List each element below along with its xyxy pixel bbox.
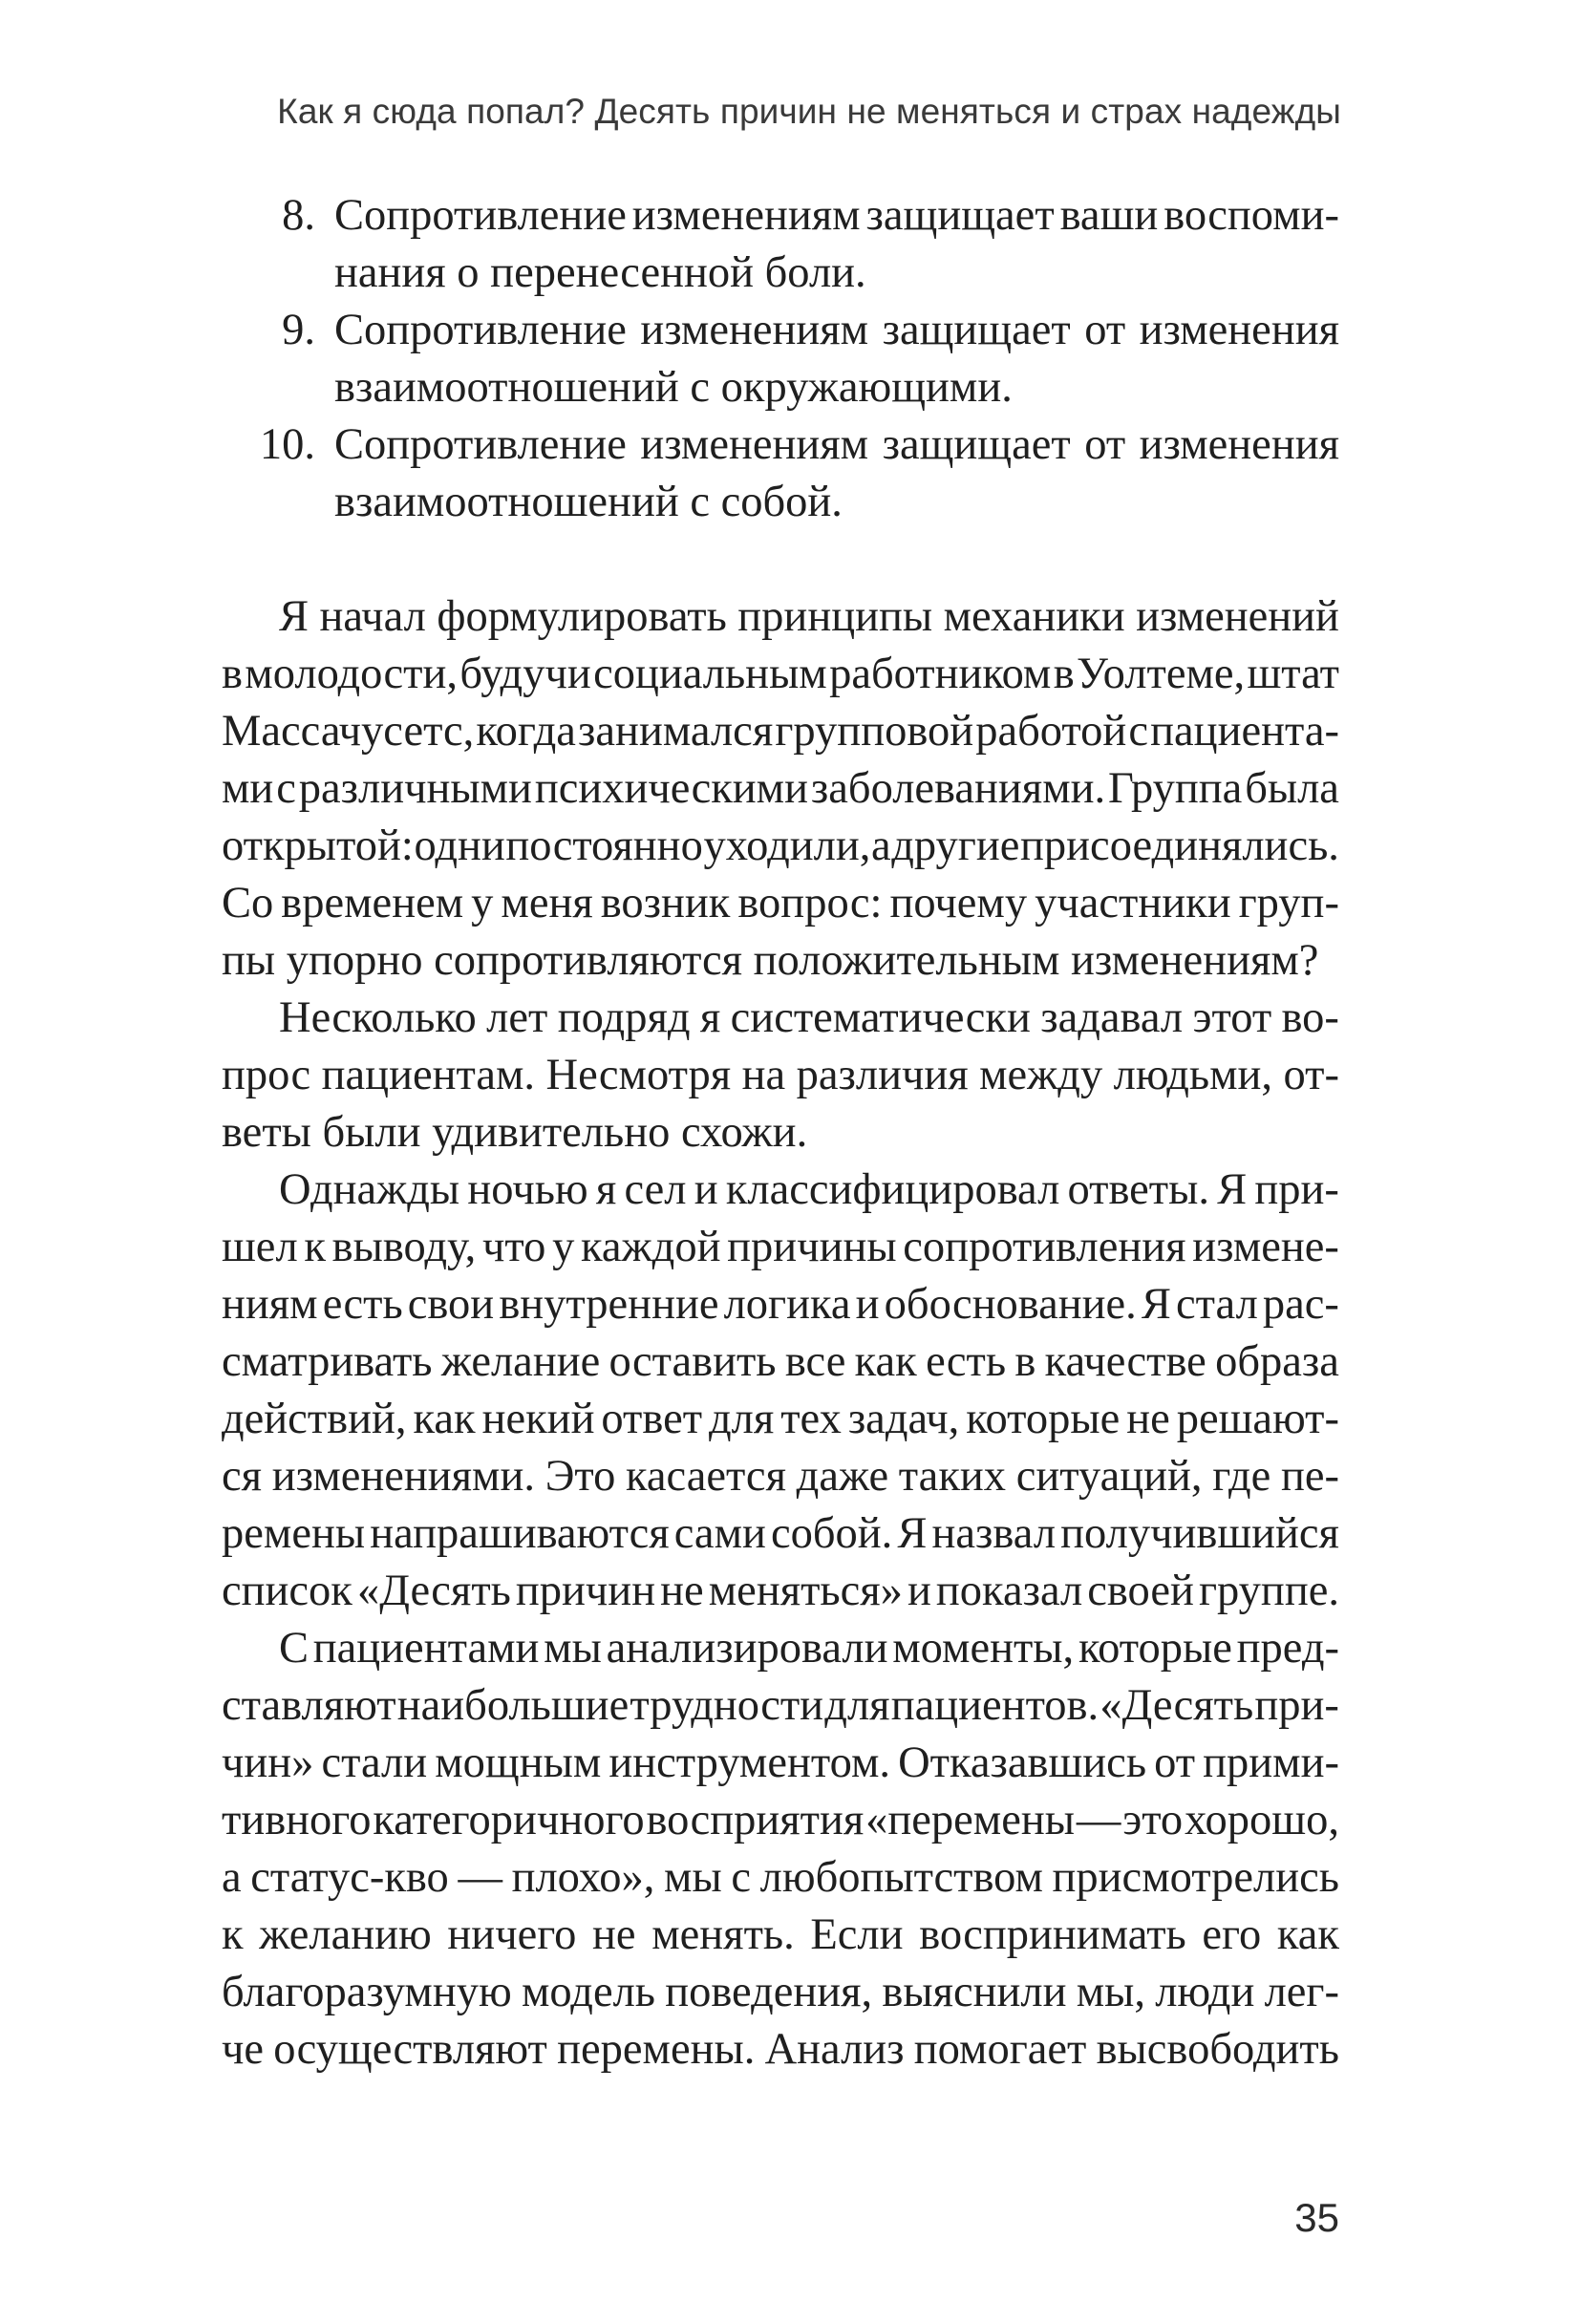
text-line: благоразумную модель поведения, выяснили мы, люди лег- <box>222 1968 1339 2016</box>
text-line: в молодости, будучи социальным работником в Уолтеме, штат <box>222 650 1339 698</box>
text-line: прос пациентам. Несмотря на различия между людьми, от- <box>222 1051 1339 1099</box>
text-line: Сопротивление изменениям защищает от изменения <box>334 420 1339 469</box>
text-line: ставляют наибольшие трудности для пациентов. «Десять при- <box>222 1681 1339 1730</box>
text-line: че осуществляют перемены. Анализ помогает высвободить <box>222 2025 1339 2074</box>
text-line: веты были удивительно схожи. <box>222 1108 808 1157</box>
text-line: ремены напрашиваются сами собой. Я назвал получившийся <box>222 1509 1339 1558</box>
text-line: Сопротивление изменениям защищает ваши воспоми- <box>334 191 1339 240</box>
list-text <box>334 187 1339 302</box>
text-line: нания о перенесенной боли. <box>334 248 866 297</box>
text-line: шел к выводу, что у каждой причины сопротивления измене- <box>222 1223 1339 1271</box>
text-line: Массачусетс, когда занимался групповой работой с пациента- <box>222 707 1339 756</box>
paragraph <box>222 588 1339 990</box>
text-line: действий, как некий ответ для тех задач, которые не решают- <box>222 1395 1339 1443</box>
text-line: сматривать желание оставить все как есть в качестве образа <box>222 1337 1339 1386</box>
text-line: чин» стали мощным инструментом. Отказавшись от прими- <box>222 1738 1339 1787</box>
list-text <box>334 302 1339 416</box>
page-number: 35 <box>1294 2195 1339 2240</box>
list-number: 9. <box>282 306 315 354</box>
list-number: 10. <box>259 420 315 469</box>
text-line: список «Десять причин не меняться» и показал своей группе. <box>222 1567 1339 1615</box>
text-line: взаимоотношений с окружающими. <box>334 363 1013 412</box>
text-line: Со временем у меня возник вопрос: почему участники груп- <box>222 879 1339 927</box>
text-line: Однажды ночью я сел и классифицировал ответы. Я при- <box>279 1165 1339 1214</box>
list-text <box>334 416 1339 531</box>
text-line: пы упорно сопротивляются положительным изменениям? <box>222 936 1319 985</box>
text-line: а статус-кво — плохо», мы с любопытством присмотрелись <box>222 1853 1339 1902</box>
running-header: Как я сюда попал? Десять причин не меняться и страх надежды <box>277 92 1341 131</box>
paragraph <box>222 1620 1339 2079</box>
text-line: ми с различными психическими заболеваниями. Группа была <box>222 764 1339 813</box>
text-line: открытой: одни постоянно уходили, а другие присоединялись. <box>222 821 1339 870</box>
text-line: С пациентами мы анализировали моменты, которые пред- <box>279 1624 1339 1673</box>
text-line: тивного категоричного восприятия «перемены — это хорошо, <box>222 1796 1339 1844</box>
paragraph <box>222 990 1339 1162</box>
text-line: ся изменениями. Это касается даже таких ситуаций, где пе- <box>222 1452 1339 1501</box>
text-line: Сопротивление изменениям защищает от изменения <box>334 306 1339 354</box>
paragraph <box>222 1162 1339 1620</box>
list-number: 8. <box>282 191 315 240</box>
text-line: взаимоотношений с собой. <box>334 478 843 526</box>
text-line: к желанию ничего не менять. Если воспринимать его как <box>222 1910 1339 1959</box>
text-line: Несколько лет подряд я систематически задавал этот во- <box>279 993 1339 1042</box>
text-line: ниям есть свои внутренние логика и обоснование. Я стал рас- <box>222 1280 1339 1329</box>
text-line: Я начал формулировать принципы механики изменений <box>279 592 1339 641</box>
